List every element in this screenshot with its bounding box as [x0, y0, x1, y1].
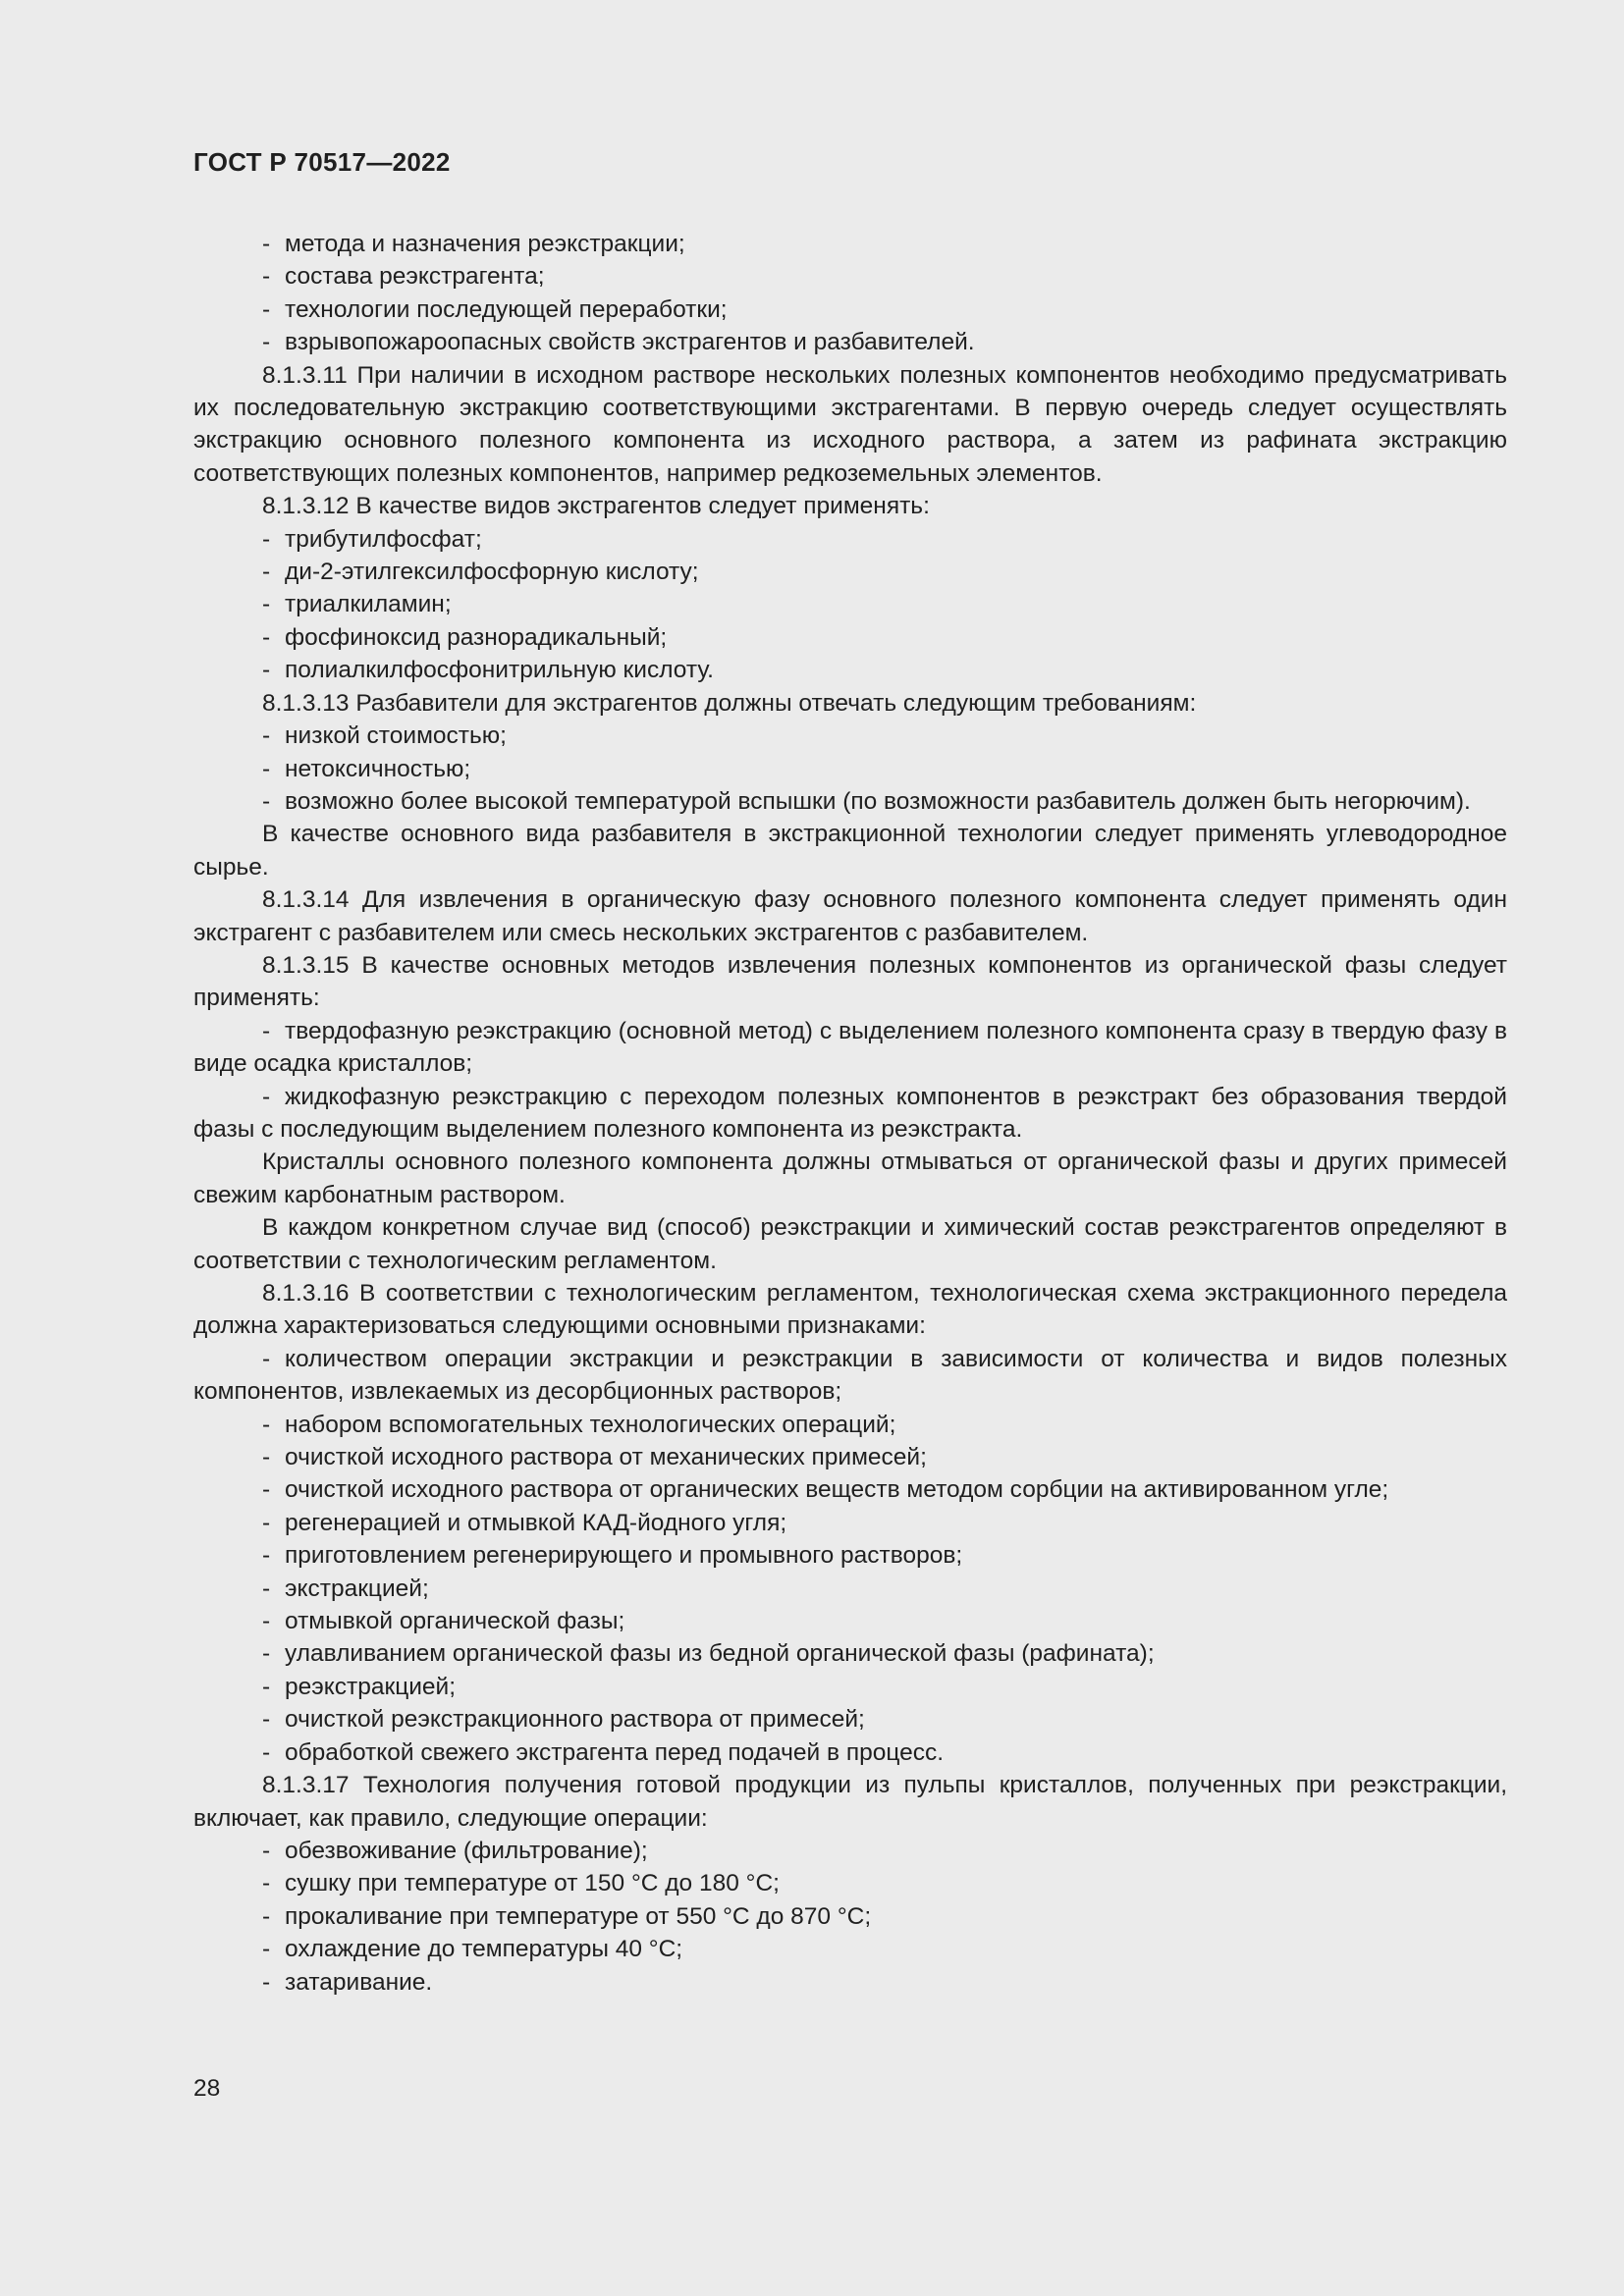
- list-dash: -: [262, 1608, 271, 1635]
- page-number: 28: [193, 2075, 221, 2102]
- list-item: [193, 1409, 1507, 1441]
- list-item-text: обезвоживание (фильтрование);: [285, 1837, 648, 1864]
- list-dash: -: [262, 1542, 271, 1570]
- list-item: [193, 1081, 1507, 1147]
- list-dash: -: [262, 591, 271, 618]
- list-dash: -: [262, 1575, 271, 1602]
- paragraph: 8.1.3.14 Для извлечения в органическую фазу основного полезного компонента следует применять один экстрагент с разбавителем или смесь нескольких экстрагентов с разбавителем.: [193, 886, 1507, 946]
- list-item-text: низкой стоимостью;: [285, 722, 507, 750]
- list-item-text: возможно более высокой температурой вспышки (по возможности разбавитель должен быть негорючим).: [285, 787, 1471, 815]
- list-dash: -: [262, 1936, 271, 1963]
- list-dash: -: [262, 657, 271, 684]
- list-item-text: реэкстракцией;: [285, 1673, 457, 1700]
- list-item-text: триалкиламин;: [285, 591, 452, 618]
- list-item: [193, 228, 1507, 260]
- list-item: [193, 621, 1507, 654]
- list-dash: -: [262, 1706, 271, 1734]
- list-dash: -: [262, 755, 271, 782]
- paragraph: 8.1.3.12 В качестве видов экстрагентов следует применять:: [262, 493, 930, 520]
- list-item-text: жидкофазную реэкстракцию с переходом полезных компонентов в реэкстракт без образования твердой фазы с последующим выделением полезного компонента из реэкстракта.: [193, 1083, 1507, 1143]
- paragraph: 8.1.3.13 Разбавители для экстрагентов должны отвечать следующим требованиям:: [262, 689, 1197, 717]
- list-item-text: нетоксичностью;: [285, 755, 471, 782]
- list-item-text: трибутилфосфат;: [285, 525, 482, 553]
- list-item: [193, 1441, 1507, 1473]
- list-dash: -: [262, 1444, 271, 1471]
- list-dash: -: [262, 1411, 271, 1438]
- list-item-text: экстракцией;: [285, 1575, 429, 1602]
- list-item: [193, 720, 1507, 752]
- list-item-text: затаривание.: [285, 1968, 433, 1996]
- list-item-text: отмывкой органической фазы;: [285, 1608, 625, 1635]
- paragraph: 8.1.3.15 В качестве основных методов извлечения полезных компонентов из органической фазы следует применять:: [193, 951, 1507, 1012]
- list-dash: -: [262, 1738, 271, 1766]
- list-item-text: набором вспомогательных технологических операций;: [285, 1411, 896, 1438]
- paragraph: Кристаллы основного полезного компонента должны отмываться от органической фазы и других примесей свежим карбонатным раствором.: [193, 1148, 1507, 1208]
- list-item-text: очисткой реэкстракционного раствора от примесей;: [285, 1706, 865, 1734]
- list-item: [193, 260, 1507, 293]
- list-dash: -: [262, 1870, 271, 1897]
- list-dash: -: [262, 722, 271, 750]
- list-dash: -: [262, 329, 271, 356]
- list-item-text: сушку при температуре от 150 °С до 180 °С;: [285, 1870, 780, 1897]
- list-item: [193, 654, 1507, 686]
- list-item-text: количеством операции экстракции и реэкстракции в зависимости от количества и видов полезных компонентов, извлекаемых из десорбционных растворов;: [193, 1345, 1507, 1406]
- list-item: [193, 1933, 1507, 1965]
- list-item: [193, 1539, 1507, 1572]
- list-item: [193, 1473, 1507, 1506]
- paragraph: 8.1.3.11 При наличии в исходном растворе нескольких полезных компонентов необходимо предусматривать их последовательную экстракцию соответствующими экстрагентами. В первую очередь следует осуществлять экстракцию основного полезного компонента из исходного раствора, а затем из рафината экстракцию соответствующих полезных компонентов, например редкоземельных элементов.: [193, 361, 1507, 487]
- list-dash: -: [262, 525, 271, 553]
- paragraph: 8.1.3.17 Технология получения готовой продукции из пульпы кристаллов, полученных при реэкстракции, включает, как правило, следующие операции:: [193, 1772, 1507, 1832]
- list-item: [193, 1867, 1507, 1899]
- paragraph: 8.1.3.16 В соответствии с технологическим регламентом, технологическая схема экстракционного передела должна характеризоваться следующими основными признаками:: [193, 1280, 1507, 1340]
- list-dash: -: [262, 623, 271, 651]
- list-dash: -: [262, 1673, 271, 1700]
- list-item: [193, 556, 1507, 588]
- list-dash: -: [262, 263, 271, 291]
- list-item-text: метода и назначения реэкстракции;: [285, 231, 685, 257]
- list-item: [193, 1900, 1507, 1933]
- list-item: [193, 1507, 1507, 1539]
- list-item-text: фосфиноксид разнорадикальный;: [285, 623, 668, 651]
- list-item-text: очисткой исходного раствора от механических примесей;: [285, 1444, 927, 1471]
- list-dash: -: [262, 295, 271, 323]
- list-item: [193, 1573, 1507, 1605]
- list-dash: -: [262, 1902, 271, 1930]
- list-dash: -: [262, 559, 271, 586]
- paragraph: В каждом конкретном случае вид (способ) реэкстракции и химический состав реэкстрагентов определяют в соответствии с технологическим регламентом.: [193, 1214, 1507, 1274]
- list-item: [193, 523, 1507, 556]
- list-item: [193, 785, 1507, 818]
- list-item-text: очисткой исходного раствора от органических веществ методом сорбции на активированном угле;: [285, 1476, 1389, 1504]
- list-item-text: приготовлением регенерирующего и промывного растворов;: [285, 1542, 963, 1570]
- list-item-text: технологии последующей переработки;: [285, 295, 728, 323]
- list-item-text: охлаждение до температуры 40 °С;: [285, 1936, 683, 1963]
- list-item: [193, 1703, 1507, 1735]
- list-item: [193, 1015, 1507, 1081]
- list-item-text: состава реэкстрагента;: [285, 263, 545, 291]
- list-item: [193, 588, 1507, 620]
- list-item: [193, 1835, 1507, 1867]
- list-item: [193, 1343, 1507, 1409]
- list-item-text: взрывопожароопасных свойств экстрагентов и разбавителей.: [285, 329, 975, 356]
- list-item: [193, 753, 1507, 785]
- document-body: [193, 228, 1507, 1999]
- list-dash: -: [262, 1509, 271, 1536]
- list-dash: -: [262, 231, 271, 257]
- list-item-text: твердофазную реэкстракцию (основной метод) с выделением полезного компонента сразу в твердую фазу в виде осадка кристаллов;: [193, 1017, 1507, 1078]
- list-dash: -: [262, 1968, 271, 1996]
- list-dash: -: [262, 1017, 271, 1044]
- paragraph: В качестве основного вида разбавителя в экстракционной технологии следует применять углеводородное сырье.: [193, 821, 1507, 881]
- list-item: [193, 326, 1507, 358]
- list-item: [193, 294, 1507, 326]
- list-dash: -: [262, 787, 271, 815]
- list-item-text: прокаливание при температуре от 550 °С до 870 °С;: [285, 1902, 872, 1930]
- list-item: [193, 1637, 1507, 1670]
- list-dash: -: [262, 1345, 271, 1372]
- list-item-text: полиалкилфосфонитрильную кислоту.: [285, 657, 714, 684]
- list-item: [193, 1605, 1507, 1637]
- list-item-text: обработкой свежего экстрагента перед подачей в процесс.: [285, 1738, 945, 1766]
- list-item: [193, 1671, 1507, 1703]
- list-dash: -: [262, 1837, 271, 1864]
- list-item-text: улавливанием органической фазы из бедной органической фазы (рафината);: [285, 1640, 1155, 1668]
- list-dash: -: [262, 1083, 271, 1110]
- list-item: [193, 1736, 1507, 1769]
- list-item-text: регенерацией и отмывкой КАД-йодного угля;: [285, 1509, 787, 1536]
- list-item-text: ди-2-этилгексилфосфорную кислоту;: [285, 559, 699, 586]
- list-dash: -: [262, 1640, 271, 1668]
- list-item: [193, 1966, 1507, 1999]
- list-dash: -: [262, 1476, 271, 1504]
- document-header: ГОСТ Р 70517—2022: [193, 147, 451, 177]
